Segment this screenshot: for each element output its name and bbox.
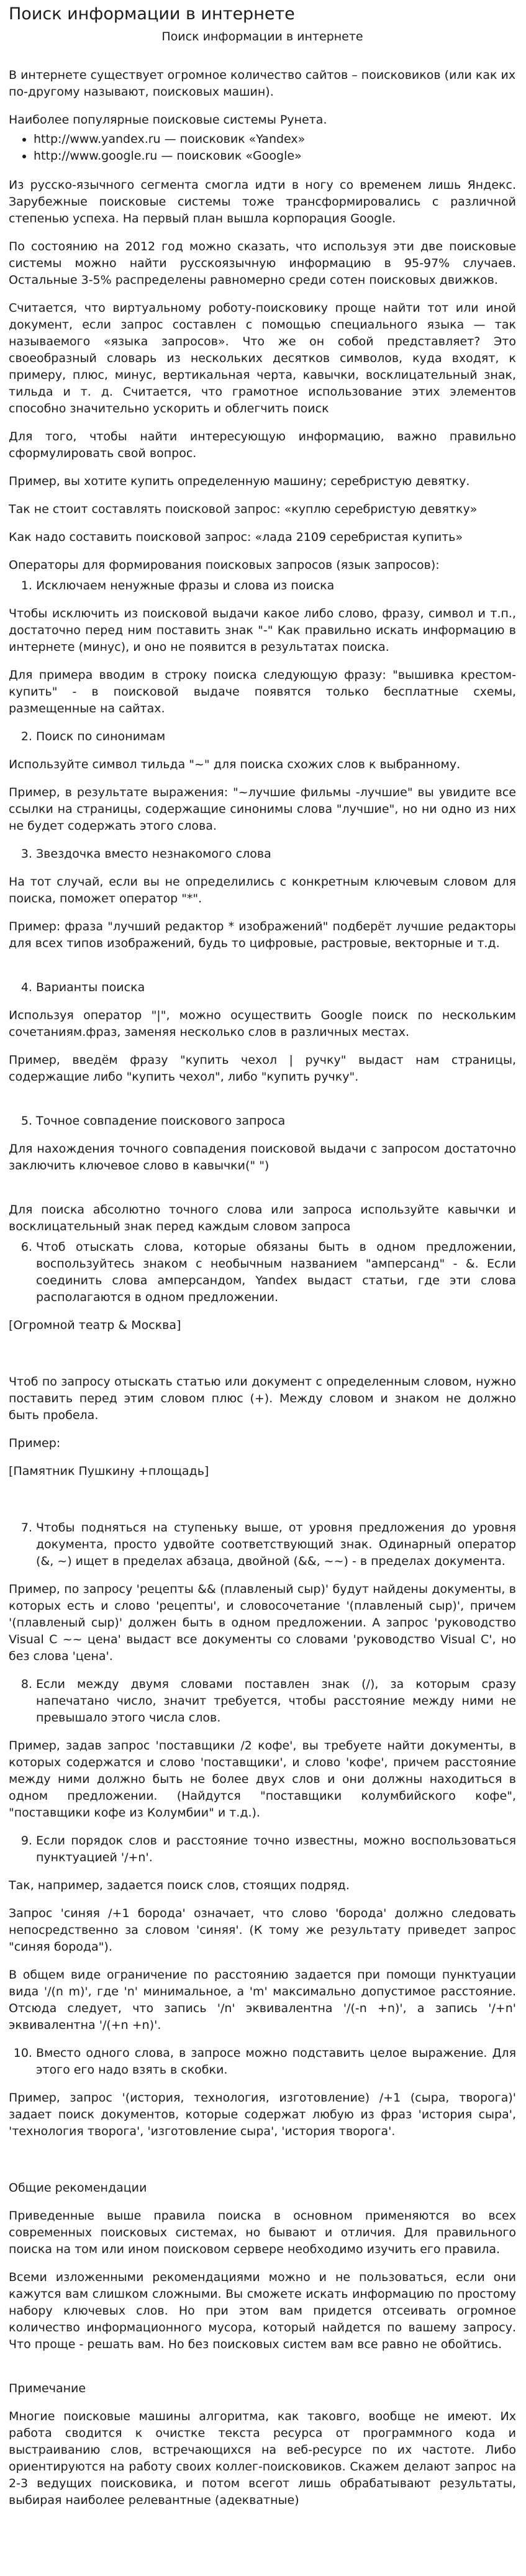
section-9-example: Запрос 'синяя /+1 борода' означает, что слово 'борода' должно следовать непосредственно за словом 'синяя'. (К тому же результату приведет запрос "синяя борода").: [9, 1907, 516, 1954]
recommendations-heading: Общие рекомендации: [9, 2181, 147, 2195]
section-4-example: Пример, введём фразу "купить чехол | ручку" выдаст нам страницы, содержащие либо "купить чехол", либо "купить ручку".: [9, 1053, 516, 1084]
section-6-item: [9, 1239, 516, 1306]
section-10-item: [9, 2045, 516, 2079]
list-item: 10. Вместо одного слова, в запросе можно подставить целое выражение. Для этого его надо взять в скобки.: [36, 2045, 516, 2079]
paragraph-operators: Операторы для формирования поисковых запросов (язык запросов):: [9, 558, 440, 572]
section-6-example: [Огромной театр & Москва]: [9, 1318, 181, 1332]
spacer: [9, 1186, 516, 1202]
section-4-text: Используя оператор "|", можно осуществить Google поиск по нескольким сочетаниям.фраз, заменяя несколько слов в различных местах.: [9, 1009, 516, 1039]
list-item: • http://www.yandex.ru — поисковик «Yandex»: [34, 131, 516, 148]
spacer: [9, 2364, 516, 2380]
recommendations-text-2: Всеми изложенными рекомендациями можно и не пользоваться, если они кажутся вам слишком сложными. Вы сможете искать информацию по простому набору ключевых слов. Но при этом вам придется отсеивать огромное количество информационного мусора, который найдется по вашему запросу. Что проще - решать вам. Но без поисковых систем вам все равно не обойтись.: [9, 2270, 516, 2351]
list-item: 3. Звездочка вместо незнакомого слова: [36, 846, 516, 863]
section-5-heading: [9, 1113, 516, 1130]
paragraph-formulate: Для того, чтобы найти интересующую информацию, важно правильно сформулировать свой вопрос.: [9, 430, 516, 460]
section-8-example: Пример, задав запрос 'поставщики /2 кофе', вы требуете найти документы, в которых содержатся и слово 'поставщики', и слово 'кофе', причем расстояние между ними должно быть не более двух слов и они должны находиться в одном предложении. (Найдутся "поставщики колумбийского кофе", "поставщики кофе из Колумбии" и т.д.).: [9, 1739, 516, 1820]
section-5-text: Для нахождения точного совпадения поисковой выдачи с запросом достаточно заключить ключевое слово в кавычки(" "): [9, 1142, 516, 1172]
section-1-text: Чтобы исключить из поисковой выдачи какое либо слово, фразу, символ и т.п., достаточно перед ним поставить знак "-" Как правильно искать информацию в интернете (минус), и оно не появится в результатах поиска.: [9, 607, 516, 654]
section-9-general: В общем виде ограничение по расстоянию задается при помощи пунктуации вида '/(n m)', где 'n' минимальное, а 'm' максимально допустимое расстояние. Отсюда следует, что запись '/n' эквивалентна '/(-n +n)', а запись '/+n' эквивалентна '/(+n +n)'.: [9, 1968, 516, 2032]
paragraph-example-car: Пример, вы хотите купить определенную машину; серебристую девятку.: [9, 474, 470, 488]
section-2-text: Используйте символ тильда "~" для поиска схожих слов к выбранному.: [9, 758, 461, 771]
note-heading: Примечание: [9, 2382, 86, 2395]
paragraph-good-query: Как надо составить поисковой запрос: «лада 2109 серебристая купить»: [9, 530, 463, 544]
section-2-heading: [9, 728, 516, 745]
intro-paragraph: В интернете существует огромное количество сайтов – поисковиков (или как их по-другому называют, поисковых машин).: [9, 68, 516, 99]
section-1-example: Для примера вводим в строку поиска следующую фразу: "вышивка крестом-купить" - в поисковой выдаче появятся только бесплатные схемы, размещенные на сайтах.: [9, 668, 516, 715]
paragraph-query-language: Считается, что виртуальному роботу-поисковику проще найти тот или иной документ, если запрос составлен с помощью специального языка — так называемого «языка запросов». Что же он собой представляет? Это своеобразный словарь из нескольких десятков символов, куда входят, к примеру, плюс, минус, вертикальная черта, кавычки, восклицательный знак, тильда и т. д. Считается, что грамотное использование этих элементов способно значительно ускорить и облегчить поиск: [9, 301, 516, 415]
spacer: [9, 2151, 516, 2180]
list-item: 1. Исключаем ненужные фразы и слова из поиска: [36, 578, 516, 594]
spacer: [9, 1491, 516, 1520]
section-3-text: На тот случай, если вы не определились с конкретным ключевым словом для поиска, поможет оператор "*".: [9, 875, 516, 905]
page-subtitle: Поиск информации в интернете: [161, 30, 363, 43]
note-text: Многие поисковые машины алгоритма, как таковго, вообще не имеют. Их работа сводится к очистке текста ресурса от программного кода и выстраиванию слов, встречающихся на веб-ресурсе по их частоте. Либо ориентируются на работу своих коллег-поисковиков. Скажем делают запрос на 2-3 ведущих поисковика, и потом всегот лишь обрабатывают результаты, выбирая наиболее релевантные (адекватные): [9, 2410, 516, 2507]
section-2-example: Пример, в результате выражения: "~лучшие фильмы -лучшие" вы увидите все ссылки на страницы, содержащие синонимы слова "лучшие", но ни одно из них не будет содержать этого слова.: [9, 786, 516, 833]
list-item: • http://www.google.ru — поисковик «Google»: [34, 148, 516, 165]
page-title: Поиск информации в интернете: [9, 4, 295, 24]
list-item: 9. Если порядок слов и расстояние точно известны, можно воспользоваться пунктуацией '/+n'.: [36, 1833, 516, 1866]
list-item: 5. Точное совпадение поискового запроса: [36, 1113, 516, 1130]
section-3-heading: [9, 846, 516, 863]
section-6-example-label: Пример:: [9, 1436, 61, 1450]
spacer: [9, 1097, 516, 1113]
section-9-item: [9, 1833, 516, 1866]
section-7-item: [9, 1520, 516, 1570]
list-item: 8. Если между двумя словами поставлен знак (/), за которым сразу напечатано число, значит требуется, чтобы расстояние между ними не превышало этого числа слов.: [36, 1676, 516, 1726]
section-6-example-2: [Памятник Пушкину +площадь]: [9, 1464, 209, 1478]
section-3-example: Пример: фраза "лучший редактор * изображений" подберёт лучшие редакторы для всех типов изображений, будь то цифровые, растровые, векторные и т.д.: [9, 920, 516, 950]
section-8-item: [9, 1676, 516, 1726]
paragraph-stats: По состоянию на 2012 год можно сказать, что используя эти две поисковые системы можно найти русскоязычную информацию в 95-97% случаев. Остальные 3-5% распределены равномерно среди сотен поисковых движков.: [9, 240, 516, 287]
list-item: 2. Поиск по синонимам: [36, 728, 516, 745]
recommendations-text-1: Приведенные выше правила поиска в основном применяются во всех современных поисковых системах, но бывают и отличия. Для правильного поиска на том или ином поисковом сервере необходимо изучить его правила.: [9, 2209, 516, 2256]
paragraph-bad-query: Так не стоит составлять поисковой запрос: «куплю серебристую девятку»: [9, 502, 478, 516]
section-4-heading: [9, 979, 516, 996]
list-item: 4. Варианты поиска: [36, 979, 516, 996]
section-5-exact: Для поиска абсолютно точного слова или запроса используйте кавычки и восклицательный знак перед каждым словом запроса: [9, 1203, 516, 1233]
section-1-heading: [9, 578, 516, 594]
list-item: 6. Чтоб отыскать слова, которые обязаны быть в одном предложении, воспользуйтесь знаком с необычным названием "амперсанд" - &. Если соединить слова амперсандом, Yandex выдаст статьи, где эти слова располагаются в одном предложении.: [36, 1239, 516, 1306]
spacer: [9, 1345, 516, 1374]
spacer: [9, 963, 516, 979]
paragraph-runet: Из русско-язычного сегмента смогла идти в ногу со временем лишь Яндекс. Зарубежные поисковые системы тоже трансформировались с различной степенью успеха. На первый план вышла корпорация Google.: [9, 178, 516, 225]
section-10-example: Пример, запрос '(история, технология, изготовление) /+1 (сыра, творога)' задает поиск документов, которые содержат любую из фраз 'история сыра', 'технология творога', 'изготовление сыра', 'история творога'.: [9, 2091, 516, 2138]
section-9-text: Так, например, задается поиск слов, стоящих подряд.: [9, 1879, 350, 1892]
popular-engines-heading: Наиболее популярные поисковые системы Рунета.: [9, 113, 327, 127]
engines-list: [9, 131, 516, 165]
section-7-example: Пример, по запросу 'рецепты && (плавленый сыр)' будут найдены документы, в которых есть и слово 'рецепты', и словосочетание '(плавленый сыр)', причем '(плавленый сыр)' должен быть в одном предложении. А запрос 'руководство Visual C ~~ цена' выдаст все документы со словами 'руководство Visual C', но без слова 'цена'.: [9, 1582, 516, 1663]
list-item: 7. Чтобы подняться на ступеньку выше, от уровня предложения до уровня документа, просто удвойте соответствующий знак. Одинарный оператор (&, ~) ищет в пределах абзаца, двойной (&&, ~~) - в пределах документа.: [36, 1520, 516, 1570]
section-6-plus: Чтоб по запросу отыскать статью или документ с определенным словом, нужно поставить перед этим словом плюс (+). Между словом и знаком не должно быть пробела.: [9, 1375, 516, 1422]
